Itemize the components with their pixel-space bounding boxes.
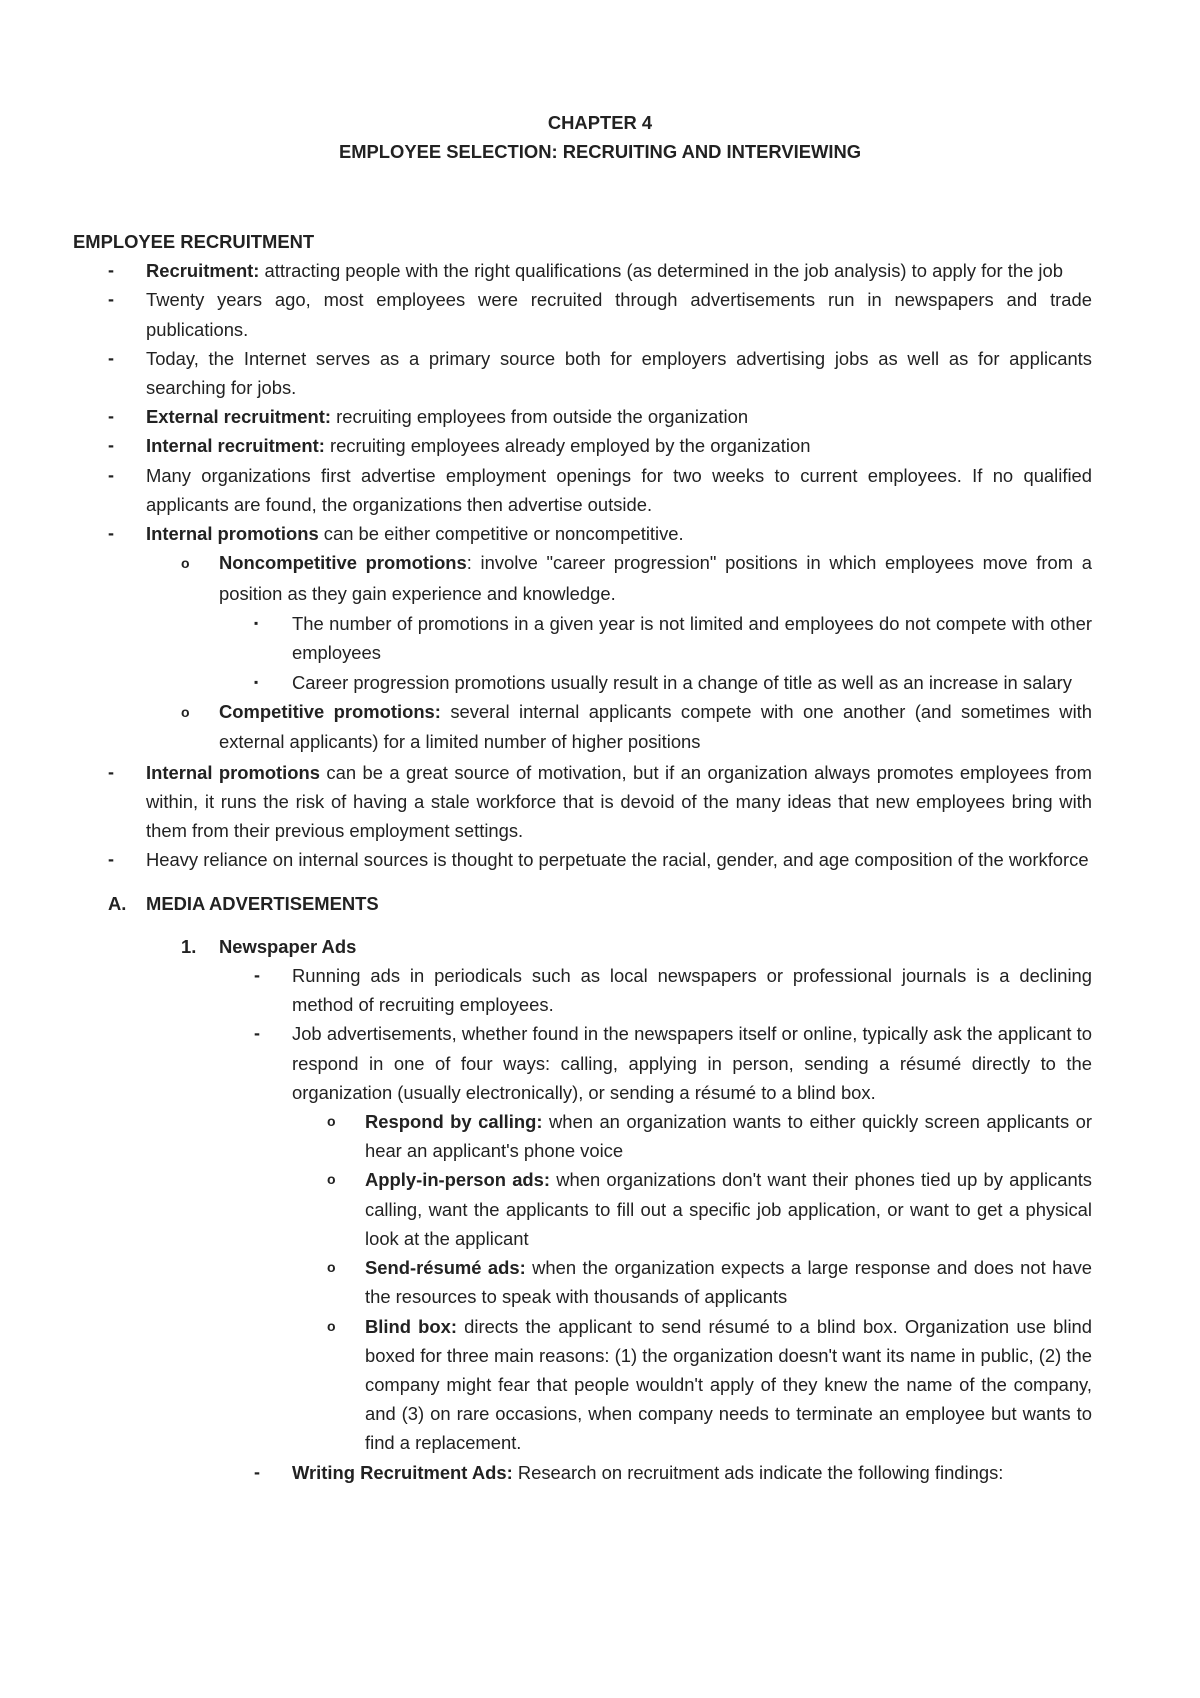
section-heading-employee-recruitment: EMPLOYEE RECRUITMENT (73, 231, 315, 252)
term-internal-promotions: Internal promotions (146, 761, 320, 783)
item-text: can be either competitive or noncompetitive. (318, 523, 684, 545)
list-item-respond-by-calling (73, 1107, 1092, 1165)
term-recruitment: Recruitment: (146, 260, 260, 282)
list-item (73, 402, 1092, 431)
dash-bullet: - (108, 406, 114, 427)
chapter-number: CHAPTER 4 (547, 112, 653, 133)
term-noncompetitive-promotions: Noncompetitive promotions (219, 552, 467, 574)
list-item-send-resume (73, 1253, 1092, 1311)
subsection-number: 1. (181, 935, 197, 957)
dash-bullet: - (108, 435, 114, 456)
item-text: recruiting employees already employed by the organization (324, 435, 811, 457)
term-apply-in-person: Apply-in-person ads: (365, 1169, 551, 1191)
dash-bullet: - (108, 260, 114, 281)
dash-bullet: - (108, 347, 114, 368)
item-text: when an organization wants to either quickly screen applicants or hear an applicant's phone voice (365, 1111, 1092, 1162)
item-text: directs the applicant to send résumé to a blind box. Organization use blind boxed for three main reasons: (1) the organization doesn't want its name in public, (2) the company might fear that people wouldn't apply of they knew the name of the company, and (3) on rare occasions, when company needs to terminate an employee but wants to find a replacement. (365, 1315, 1092, 1454)
chapter-title: EMPLOYEE SELECTION: RECRUITING AND INTERVIEWING (338, 141, 862, 162)
item-text: Twenty years ago, most employees were recruited through advertisements run in newspapers and trade publications. (146, 289, 1092, 340)
term-competitive-promotions: Competitive promotions: (219, 700, 441, 722)
list-item (73, 519, 1092, 548)
item-text: Many organizations first advertise employment openings for two weeks to current employees. If no qualified applicants are found, the organizations then advertise outside. (146, 464, 1092, 515)
item-text: several internal applicants compete with one another (and sometimes with external applicants) for a limited number of higher positions (219, 700, 1092, 753)
list-item (73, 344, 1092, 402)
circle-bullet: o (327, 1317, 336, 1334)
circle-bullet: o (327, 1259, 336, 1276)
list-item-noncompetitive (73, 548, 1092, 609)
subsection-heading-text: Newspaper Ads (219, 935, 357, 957)
list-item (73, 285, 1092, 343)
term-blind-box: Blind box: (365, 1315, 457, 1337)
item-text: : involve "career progression" positions in which employees move from a position as they gain experience and knowledge. (219, 552, 1092, 604)
circle-bullet: o (327, 1171, 336, 1188)
term-writing-recruitment-ads: Writing Recruitment Ads: (292, 1461, 513, 1483)
list-item-competitive (73, 697, 1092, 758)
list-item-apply-in-person (73, 1165, 1092, 1253)
subsection-heading-newspaper-ads (73, 932, 1092, 961)
term-internal-recruitment: Internal recruitment: (146, 435, 325, 457)
list-item-writing-recruitment-ads (73, 1458, 1092, 1487)
term-external-recruitment: External recruitment: (146, 406, 331, 428)
recruitment-list (73, 256, 1092, 874)
term-respond-by-calling: Respond by calling: (365, 1111, 543, 1133)
dash-bullet: - (108, 523, 114, 544)
item-text: Running ads in periodicals such as local newspapers or professional journals is a declining method of recruiting employees. (292, 965, 1092, 1016)
dash-bullet: - (108, 849, 114, 870)
item-text: attracting people with the right qualifications (as determined in the job analysis) to apply for the job (259, 260, 1063, 282)
square-bullet: ▪ (254, 616, 259, 631)
item-text: can be a great source of motivation, but if an organization always promotes employees from within, it runs the risk of having a stale workforce that is devoid of the many ideas that new employees bring with them from their previous employment settings. (146, 761, 1092, 842)
item-text: when organizations don't want their phones tied up by applicants calling, want the applicants to fill out a specific job application, or want to get a physical look at the applicant (365, 1169, 1092, 1249)
section-letter: A. (108, 892, 127, 914)
list-item (73, 1019, 1092, 1107)
square-bullet: ▪ (254, 674, 259, 689)
dash-bullet: - (108, 464, 114, 485)
list-item (73, 758, 1092, 846)
list-item (73, 961, 1092, 1019)
dash-bullet: - (254, 1461, 260, 1482)
list-item (73, 431, 1092, 460)
item-text: Job advertisements, whether found in the newspapers itself or online, typically ask the applicant to respond in one of four ways: calling, applying in person, sending a résumé directly to the organization (usually electronically), or sending a résumé to a blind box. (292, 1023, 1092, 1103)
list-item-blind-box (73, 1312, 1092, 1458)
term-send-resume: Send-résumé ads: (365, 1257, 526, 1279)
item-text: Today, the Internet serves as a primary source both for employers advertising jobs as well as for applicants searching for jobs. (146, 347, 1092, 399)
dash-bullet: - (108, 761, 114, 782)
item-text: Career progression promotions usually result in a change of title as well as an increase in salary (292, 671, 1072, 693)
item-text: Research on recruitment ads indicate the following findings: (512, 1461, 1004, 1483)
term-internal-promotions: Internal promotions (146, 523, 319, 545)
dash-bullet: - (254, 965, 260, 986)
list-item (73, 256, 1092, 285)
list-item (73, 609, 1092, 667)
item-text: recruiting employees from outside the organization (330, 406, 749, 428)
list-item (73, 845, 1092, 874)
circle-bullet: o (181, 555, 190, 572)
dash-bullet: - (254, 1023, 260, 1044)
list-item (73, 668, 1092, 697)
circle-bullet: o (181, 703, 190, 720)
list-item (73, 461, 1092, 519)
section-heading-text: MEDIA ADVERTISEMENTS (146, 892, 379, 914)
item-text: when the organization expects a large response and does not have the resources to speak with thousands of applicants (365, 1257, 1092, 1308)
newspaper-ads-list (73, 961, 1092, 1487)
dash-bullet: - (108, 289, 114, 310)
section-heading-media-advertisements (73, 889, 1092, 918)
item-text: Heavy reliance on internal sources is thought to perpetuate the racial, gender, and age composition of the workforce (146, 849, 1089, 871)
item-text: The number of promotions in a given year is not limited and employees do not compete with other employees (292, 613, 1092, 664)
circle-bullet: o (327, 1113, 336, 1130)
